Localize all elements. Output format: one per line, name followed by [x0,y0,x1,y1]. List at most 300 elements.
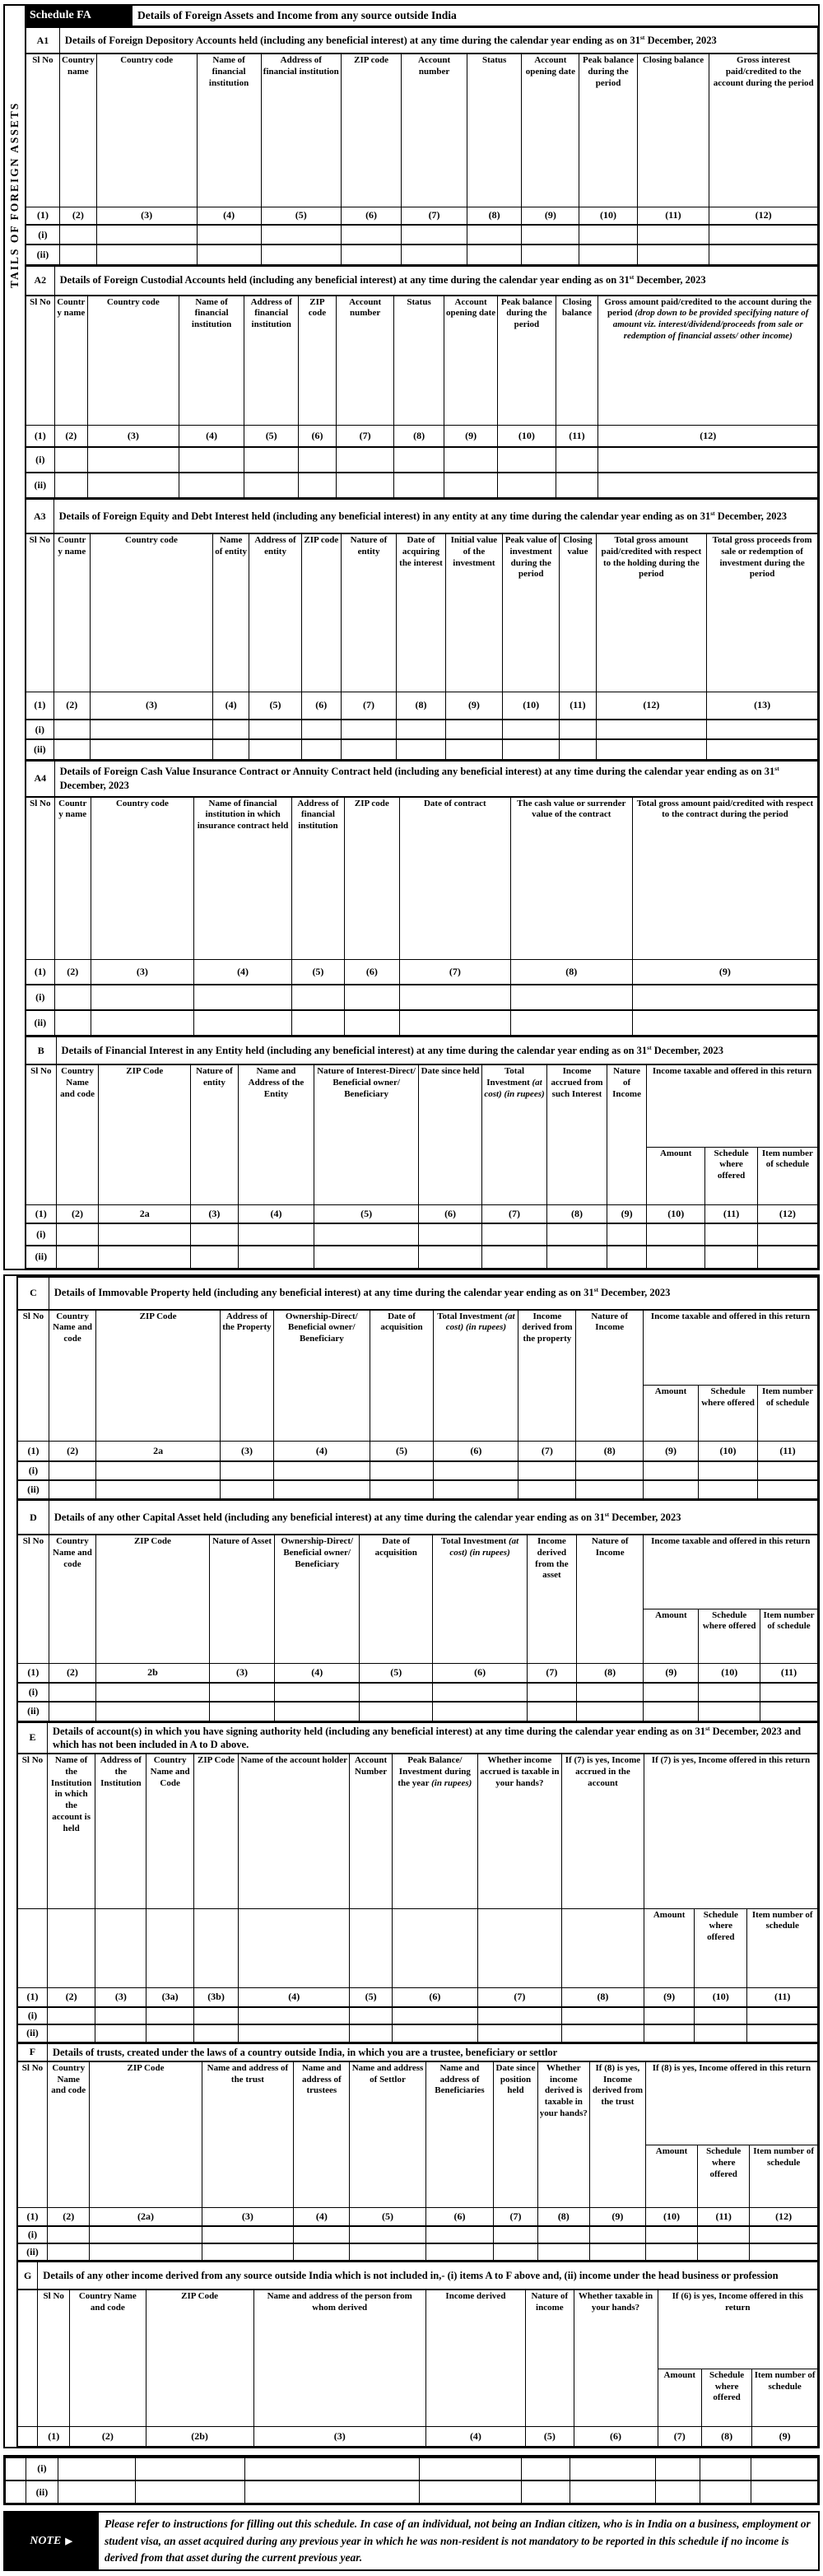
empty-cell [275,1683,360,1702]
empty-cell [644,1702,699,1721]
group-header: If (6) is yes, Income offered in this return [658,2290,817,2369]
column-header: Date of acquisition [370,1310,434,1442]
column-header: If (8) is yes, Income derived from the trust [589,2061,645,2208]
empty-cell [394,447,444,473]
row-label: (ii) [26,739,54,759]
empty-cell [53,739,90,759]
empty-cell [521,2457,570,2481]
column-number: (3) [95,1987,146,2007]
empty-cell [239,2024,350,2042]
column-header: Ownership-Direct/ Beneficial owner/ Beneficiary [275,1535,360,1663]
column-header: Name of the account holder [239,1754,350,1908]
empty-cell [202,2226,294,2243]
empty-cell [655,2457,700,2481]
empty-cell [220,1480,273,1499]
section-letter: F [18,2043,48,2061]
empty-cell [47,2243,90,2261]
empty-cell [58,2481,136,2504]
column-number: (8) [561,1987,644,2007]
empty-cell [400,985,511,1010]
data-row [18,2007,818,2024]
block-2-content [17,1276,818,2447]
column-number: (9) [632,960,817,985]
column-number: (5) [526,2426,574,2446]
empty-cell [644,2024,695,2042]
empty-cell [220,1461,273,1480]
section-G [17,2261,818,2447]
empty-cell [589,2243,645,2261]
section-A1 [26,26,818,265]
empty-cell [576,1480,644,1499]
column-number: 2a [99,1204,191,1223]
column-number: (10) [579,207,637,225]
column-header: Name and address of Beneficiaries [425,2061,494,2208]
column-number: (10) [503,692,560,720]
empty-cell [444,447,497,473]
empty-header-cell [95,1908,146,1987]
empty-cell [645,2226,697,2243]
section-title: Details of trusts, created under the laws of a country outside India, in which you are a trustee, beneficiary or settlor [47,2043,817,2061]
column-header: Sl No [18,2061,48,2208]
empty-cell [59,245,96,264]
column-number: (4) [425,2426,526,2446]
data-row [26,739,818,759]
empty-cell [750,2226,818,2243]
empty-cell [342,225,402,245]
empty-cell [751,2457,818,2481]
empty-cell [90,720,212,739]
empty-cell [209,1702,275,1721]
column-number: (10) [647,1204,705,1223]
empty-cell [146,2024,193,2042]
column-numbers-row [26,1204,818,1223]
column-number: (4) [275,1663,360,1683]
subcolumn-header: Item number of schedule [750,2145,818,2208]
empty-cell [397,739,446,759]
row-label: (i) [26,447,55,473]
column-number: (5) [350,2208,425,2226]
section-title: Details of any other income derived from any source outside India which is not included in,- (i) items A to F above and, (ii) income under the head business or profession [38,2262,818,2290]
column-header: Country Name and code [49,1535,95,1663]
empty-cell [341,739,396,759]
empty-cell [607,1223,647,1246]
column-header: Whether income derived is taxable in your hands? [537,2061,589,2208]
data-row [18,1480,818,1499]
empty-cell [700,2457,751,2481]
empty-cell [699,1702,760,1721]
empty-cell [537,2243,589,2261]
column-header: Name and Address of the Entity [238,1064,314,1204]
column-number: (9) [589,2208,645,2226]
empty-cell [245,2457,420,2481]
column-number: (11) [705,1204,757,1223]
empty-cell [637,245,709,264]
row-label: (ii) [26,245,60,264]
column-header: Nature of Income [607,1064,647,1204]
column-header: Account opening date [522,54,579,207]
column-header: ZIP Code [193,1754,238,1908]
column-number: (11) [698,2208,750,2226]
empty-cell [96,245,197,264]
column-number: (2) [49,1442,95,1461]
column-header: ZIP Code [99,1064,191,1204]
data-row [26,985,818,1010]
empty-cell [96,1480,221,1499]
column-number: (1) [18,1987,48,2007]
column-header: Sl No [26,797,55,960]
empty-cell [135,2481,244,2504]
empty-cell [275,1702,360,1721]
column-header: Country Name and code [56,1064,99,1204]
empty-cell [537,2226,589,2243]
note-label-text: NOTE [30,2534,62,2547]
column-number: 2b [96,1663,210,1683]
column-number: (5) [370,1442,434,1461]
subcolumn-header: Amount [658,2369,701,2426]
empty-cell [477,2024,561,2042]
column-header: Country Name and code [47,2061,90,2208]
empty-cell [758,1461,818,1480]
column-number: (8) [546,1204,607,1223]
column-number: (9) [644,1987,695,2007]
section-title-row [18,2043,818,2061]
column-numbers-row [26,207,818,225]
column-number: (2) [56,1204,99,1223]
section-letter: C [18,1277,49,1310]
empty-cell [433,1702,527,1721]
column-header: Name of entity [213,533,249,692]
column-number: (2) [53,692,90,720]
group-header: Income taxable and offered in this return [644,1535,818,1609]
empty-cell [644,2007,695,2024]
group-header: Income taxable and offered in this return [647,1064,818,1147]
empty-cell [54,447,87,473]
column-number: (7) [658,2426,701,2446]
section-F [17,2043,818,2262]
row-label: (ii) [18,1702,49,1721]
column-number: (9) [444,426,497,447]
column-header [18,2290,38,2426]
column-number: (9) [644,1663,699,1683]
empty-header-cell [146,1908,193,1987]
empty-cell [556,473,598,498]
empty-cell [589,2226,645,2243]
empty-cell [342,245,402,264]
empty-cell [632,985,817,1010]
column-number: (3) [253,2426,425,2446]
empty-cell [419,1223,482,1246]
section-A2 [26,265,818,499]
data-row [26,245,818,264]
column-number: (9) [607,1204,647,1223]
section-title-row [18,1500,818,1535]
empty-cell [467,245,522,264]
column-number: (5) [292,960,344,985]
empty-cell [445,739,502,759]
row-label: (ii) [26,2481,58,2504]
column-number: (7) [477,1987,561,2007]
empty-cell [444,473,497,498]
empty-cell [576,1683,643,1702]
empty-cell [59,225,96,245]
column-header: Nature of Interest-Direct/ Beneficial owner/ Beneficiary [314,1064,419,1204]
data-row [26,1010,818,1036]
empty-cell [560,739,596,759]
column-numbers-row [26,960,818,985]
empty-cell [699,1683,760,1702]
column-number: (3) [220,1442,273,1461]
empty-cell [570,2481,655,2504]
column-number: (6) [419,1204,482,1223]
column-number: (4) [239,1987,350,2007]
empty-cell [760,1702,818,1721]
header-row [18,1310,818,1386]
empty-cell [510,985,632,1010]
empty-cell [54,473,87,498]
column-header: If (7) is yes, Income accrued in the account [561,1754,644,1908]
column-number: (8) [467,207,522,225]
column-number: (5) [360,1663,433,1683]
column-header: Name and address of Settlor [350,2061,425,2208]
empty-cell [261,245,341,264]
column-header: Total gross amount paid/credited with respect to the holding during the period [596,533,707,692]
section-title-row [26,266,818,296]
column-numbers-row [26,426,818,447]
empty-cell [482,1246,547,1268]
column-number: (1) [18,2208,48,2226]
empty-cell [95,2007,146,2024]
section-title: Details of Foreign Depository Accounts held (including any beneficial interest) at any time during the calendar year ending as on 31st December, 2023 [59,27,817,54]
column-number: (1) [26,692,54,720]
empty-cell [527,1702,576,1721]
column-number: (8) [510,960,632,985]
empty-cell [314,1246,419,1268]
empty-cell [434,1461,518,1480]
empty-cell [394,473,444,498]
subcolumn-header: Schedule where offered [695,1908,747,1987]
section-A4 [26,760,818,1036]
row-label: (i) [26,1223,57,1246]
column-header: Peak balance during the period [498,296,556,426]
column-number: (4) [193,960,291,985]
vertical-strip-2 [5,1276,17,2447]
block-1-content [26,6,818,1269]
column-number: 2a [96,1442,221,1461]
column-number: (8) [537,2208,589,2226]
column-number: (7) [482,1204,547,1223]
column-number: (7) [400,960,511,985]
section-title-row [18,1277,818,1310]
column-header: Status [467,54,522,207]
data-row [26,447,818,473]
column-header: The cash value or surrender value of the contract [510,797,632,960]
column-number: (5) [249,692,301,720]
empty-cell [56,1223,99,1246]
empty-cell [49,1461,95,1480]
subcolumn-header: Schedule where offered [702,2369,752,2426]
subcolumn-header: Schedule where offered [705,1147,757,1204]
column-header: Income derived from the asset [527,1535,576,1663]
column-header: Country code [90,533,212,692]
empty-cell [360,1683,433,1702]
empty-header-cell [350,1908,393,1987]
empty-cell [402,245,467,264]
empty-cell [344,985,399,1010]
row-label: (i) [26,985,55,1010]
section-title-row [26,499,818,533]
empty-cell [179,447,244,473]
column-number: (7) [494,2208,537,2226]
subheader-row [18,1908,818,1987]
empty-header-cell [477,1908,561,1987]
column-number: (2) [70,2426,146,2446]
section-A3 [26,498,818,760]
data-row [26,1246,818,1268]
group-header: If (8) is yes, Income offered in this return [645,2061,817,2145]
section-B [26,1036,818,1269]
column-number: (9) [752,2426,818,2446]
empty-cell [292,1010,344,1036]
empty-header-cell [239,1908,350,1987]
column-number: (11) [637,207,709,225]
empty-cell [179,473,244,498]
column-header: Whether income accrued is taxable in your hands? [477,1754,561,1908]
column-number: (2) [49,1663,95,1683]
column-number: (9) [522,207,579,225]
empty-cell [561,2007,644,2024]
note-label [5,2513,99,2569]
column-header: Country Name and code [70,2290,146,2426]
section-title-row [18,1722,818,1754]
empty-cell [527,1683,576,1702]
empty-cell [700,2481,751,2504]
column-number: (10) [699,1442,758,1461]
note-arrow-icon: ▶ [65,2536,72,2547]
column-number: (2) [47,2208,90,2226]
column-number: (6) [392,1987,477,2007]
column-number: (8) [576,1663,643,1683]
subcolumn-header: Item number of schedule [758,1386,818,1442]
column-number: (3) [209,1663,275,1683]
empty-cell [518,1480,576,1499]
empty-cell [49,1702,95,1721]
column-number: (6) [342,207,402,225]
column-number: (2) [59,207,96,225]
column-number: (6) [298,426,336,447]
column-header: Address of the Institution [95,1754,146,1908]
empty-cell [58,2457,136,2481]
column-number: (8) [702,2426,752,2446]
column-number: (3) [96,207,197,225]
column-number: (3) [191,1204,239,1223]
column-number: (13) [707,692,818,720]
row-label: (ii) [26,473,55,498]
column-number: (6) [301,692,341,720]
empty-cell [239,2007,350,2024]
column-header: Sl No [26,54,60,207]
column-header: Peak balance during the period [579,54,637,207]
column-header: ZIP Code [96,1310,221,1442]
section-title-row [26,27,818,54]
column-header: Country code [88,296,179,426]
column-number: (1) [18,1442,49,1461]
empty-cell [96,225,197,245]
data-row [18,1683,818,1702]
empty-cell [644,1683,699,1702]
section-title: Details of Financial Interest in any Entity held (including any beneficial interest) at any time during the calendar year ending as on 31st December, 2023 [56,1036,817,1064]
column-header: Total Investment (at cost) (in rupees) [434,1310,518,1442]
column-number: (4) [294,2208,350,2226]
column-header: Closing balance [556,296,598,426]
empty-cell [560,720,596,739]
subcolumn-header: Item number of schedule [747,1908,818,1987]
empty-cell [576,1461,644,1480]
empty-cell [337,447,394,473]
subcolumn-header: Amount [644,1386,699,1442]
row-label: (ii) [18,2024,48,2042]
header-row [18,2061,818,2145]
empty-cell [751,2481,818,2504]
column-header: Address of financial institution [244,296,298,426]
column-number: (9) [644,1442,699,1461]
column-header: Date since held [419,1064,482,1204]
column-number: (1) [26,960,55,985]
empty-cell [350,2024,393,2042]
empty-cell [53,720,90,739]
column-number: (6) [425,2208,494,2226]
section-C [17,1276,818,1500]
column-number: (11) [747,1987,818,2007]
column-number: (3a) [146,1987,193,2007]
column-number: (11) [758,1442,818,1461]
column-header: Nature of entity [341,533,396,692]
column-number: (11) [760,1663,818,1683]
group-header: If (7) is yes, Income offered in this return [644,1754,818,1908]
column-header: Sl No [26,1064,57,1204]
empty-cell [56,1246,99,1268]
column-header: Account number [402,54,467,207]
column-header: Name of the Institution in which the account is held [47,1754,95,1908]
empty-cell [294,2226,350,2243]
empty-cell [698,2243,750,2261]
empty-cell [698,2226,750,2243]
subcolumn-header: Schedule where offered [699,1386,758,1442]
column-header: ZIP Code [146,2290,253,2426]
empty-cell [695,2024,747,2042]
empty-header-cell [561,1908,644,1987]
empty-cell [88,473,179,498]
column-header: ZIP code [301,533,341,692]
column-header: Date of acquiring the interest [397,533,446,692]
schedule-fa-block-2 [3,1274,820,2448]
column-number: (12) [709,207,818,225]
section-title: Details of Foreign Equity and Debt Interest held (including any beneficial interest) in any entity at any time during the calendar year ending as on 31st December, 2023 [53,499,817,533]
column-header: Income derived from the property [518,1310,576,1442]
section-title: Details of Foreign Cash Value Insurance Contract or Annuity Contract held (including any beneficial interest) at any time during the calendar year ending as on 31st December, 2023 [54,761,817,797]
empty-cell [370,1480,434,1499]
column-header: Address of entity [249,533,301,692]
column-header: Nature of income [526,2290,574,2426]
column-number: (8) [394,426,444,447]
empty-cell [570,2457,655,2481]
column-header: ZIP code [342,54,402,207]
empty-cell [644,1480,699,1499]
empty-cell [193,2007,238,2024]
empty-cell [699,1480,758,1499]
empty-cell [49,1480,95,1499]
section-letter: A4 [26,761,55,797]
column-header: Sl No [18,1310,49,1442]
